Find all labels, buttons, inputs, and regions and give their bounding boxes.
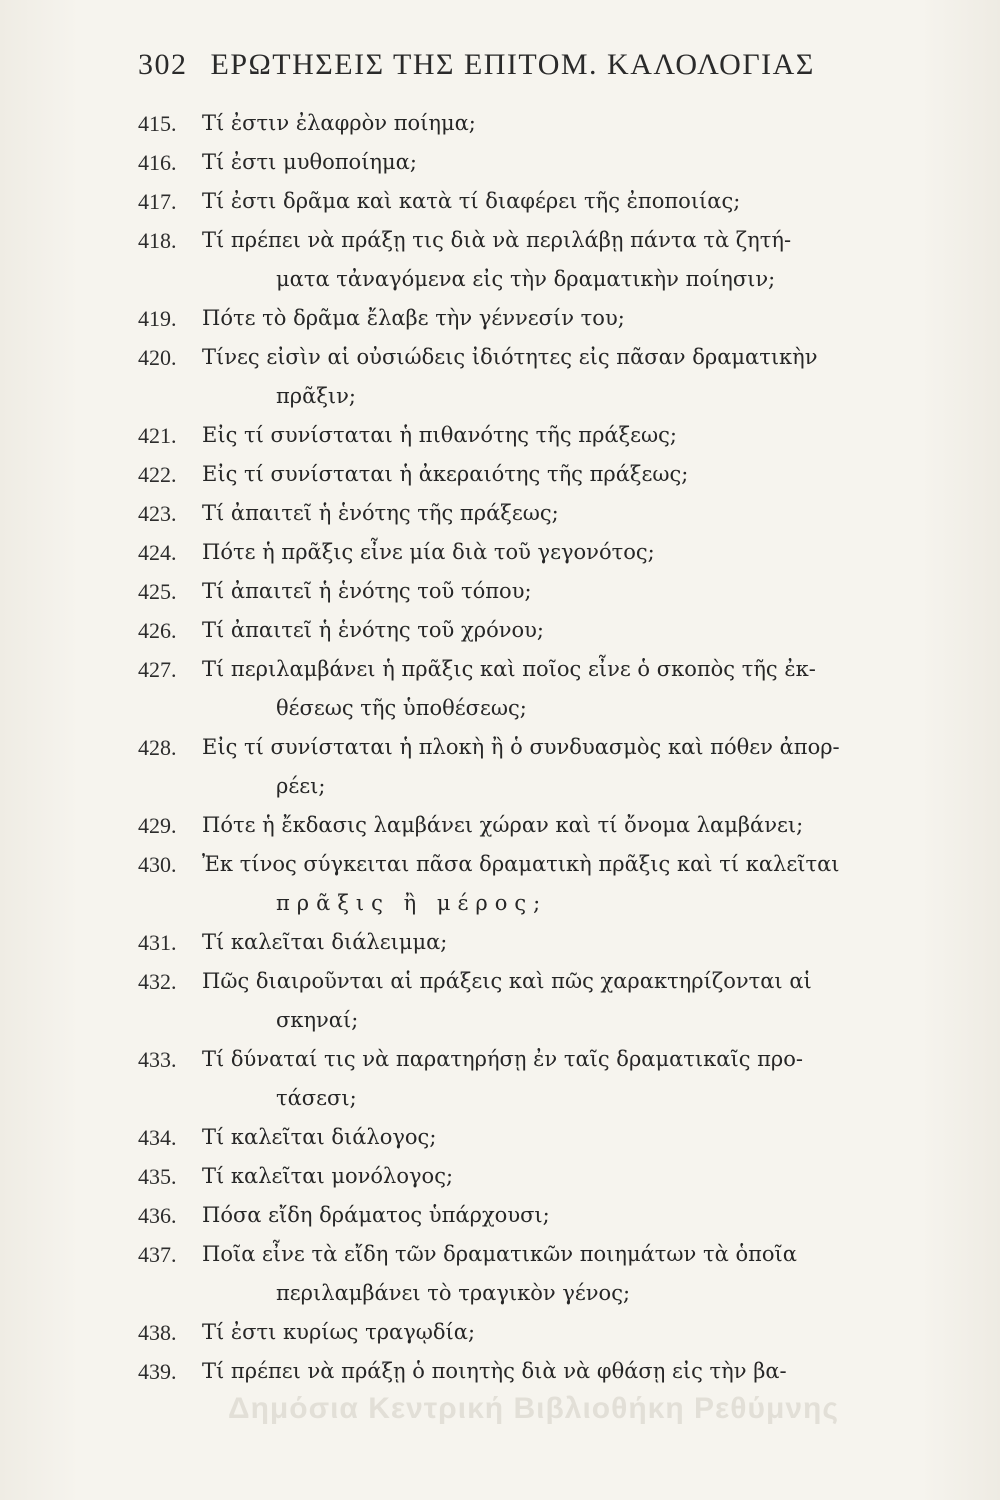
question-continuation: σκηναί; [276, 1008, 359, 1032]
question-text [202, 923, 938, 962]
question-line: Τί ἀπαιτεῖ ἡ ἑνότης τοῦ χρόνου; [202, 618, 544, 642]
question-line: Τί δύναταί τις νὰ παρατηρήσῃ ἐν ταῖς δραματικαῖς προ- [202, 1047, 804, 1071]
question-number: 426. [138, 618, 177, 643]
question-text [202, 1040, 938, 1118]
question-number: 423. [138, 501, 177, 526]
question-line: Τί καλεῖται διάλειμμα; [202, 930, 448, 954]
question-item [138, 416, 938, 455]
library-watermark: Δημόσια Κεντρική Βιβλιοθήκη Ρεθύμνης [228, 1392, 839, 1425]
question-item [138, 962, 938, 1040]
question-text [202, 572, 938, 611]
question-line: Πῶς διαιροῦνται αἱ πράξεις καὶ πῶς χαρακτηρίζονται αἱ [202, 969, 812, 993]
question-line: Ποῖα εἶνε τὰ εἴδη τῶν δραματικῶν ποιημάτων τὰ ὁποῖα [202, 1242, 797, 1266]
question-text [202, 728, 938, 806]
question-text [202, 416, 938, 455]
question-text [202, 1118, 938, 1157]
question-number: 416. [138, 150, 177, 175]
question-line: Εἰς τί συνίσταται ἡ ἀκεραιότης τῆς πράξεως; [202, 462, 689, 486]
question-text [202, 1157, 938, 1196]
question-text [202, 143, 938, 182]
question-number: 419. [138, 306, 177, 331]
question-item [138, 104, 938, 143]
page-number: 302 [138, 48, 188, 81]
question-number: 435. [138, 1164, 177, 1189]
question-line: Τί πρέπει νὰ πράξῃ ὁ ποιητὴς διὰ νὰ φθάσῃ εἰς τὴν βα- [202, 1359, 787, 1383]
question-line: Τί ἐστι δρᾶμα καὶ κατὰ τί διαφέρει τῆς ἐποποιίας; [202, 189, 741, 213]
question-text [202, 494, 938, 533]
question-text [202, 1313, 938, 1352]
question-item [138, 143, 938, 182]
question-number: 424. [138, 540, 177, 565]
question-continuation: πρᾶξις ἢ μέρος; [276, 891, 548, 915]
question-text [202, 1352, 938, 1391]
question-number: 436. [138, 1203, 177, 1228]
question-text [202, 650, 938, 728]
question-line: Εἰς τί συνίσταται ἡ πιθανότης τῆς πράξεως; [202, 423, 678, 447]
question-item [138, 299, 938, 338]
question-number: 430. [138, 852, 177, 877]
question-continuation: τάσεσι; [276, 1086, 357, 1110]
question-item [138, 1313, 938, 1352]
question-number: 425. [138, 579, 177, 604]
question-line: Τί ἐστι μυθοποίημα; [202, 150, 417, 174]
question-line: Τίνες εἰσὶν αἱ οὐσιώδεις ἰδιότητες εἰς πᾶσαν δραματικὴν [202, 345, 818, 369]
question-line: Ἐκ τίνος σύγκειται πᾶσα δραματικὴ πρᾶξις καὶ τί καλεῖται [202, 852, 840, 876]
question-list [138, 104, 938, 1391]
question-continuation: πρᾶξιν; [276, 384, 356, 408]
question-line: Πότε ἡ πρᾶξις εἶνε μία διὰ τοῦ γεγονότος; [202, 540, 655, 564]
question-line: Πόσα εἴδη δράματος ὑπάρχουσι; [202, 1203, 550, 1227]
question-text [202, 806, 938, 845]
question-text [202, 1235, 938, 1313]
running-header [138, 48, 878, 82]
question-line: Τί καλεῖται μονόλογος; [202, 1164, 454, 1188]
question-item [138, 338, 938, 416]
question-number: 417. [138, 189, 177, 214]
page-title: ΕΡΩΤΗΣΕΙΣ ΤΗΣ ΕΠΙΤΟΜ. ΚΑΛΟΛΟΓΙΑΣ [210, 48, 815, 81]
question-text [202, 221, 938, 299]
question-line: Τί καλεῖται διάλογος; [202, 1125, 437, 1149]
question-continuation: ματα τἀναγόμενα εἰς τὴν δραματικὴν ποίησιν; [276, 267, 776, 291]
question-text [202, 338, 938, 416]
question-number: 439. [138, 1359, 177, 1384]
question-continuation: θέσεως τῆς ὑποθέσεως; [276, 696, 527, 720]
question-item [138, 1196, 938, 1235]
question-item [138, 1040, 938, 1118]
question-item [138, 533, 938, 572]
question-text [202, 299, 938, 338]
question-text [202, 182, 938, 221]
question-item [138, 1235, 938, 1313]
question-number: 418. [138, 228, 177, 253]
question-continuation: ρέει; [276, 774, 326, 798]
question-number: 431. [138, 930, 177, 955]
question-text [202, 533, 938, 572]
question-line: Πότε τὸ δρᾶμα ἔλαβε τὴν γέννεσίν του; [202, 306, 625, 330]
question-number: 422. [138, 462, 177, 487]
question-item [138, 221, 938, 299]
question-number: 433. [138, 1047, 177, 1072]
question-number: 421. [138, 423, 177, 448]
question-item [138, 182, 938, 221]
question-text [202, 962, 938, 1040]
question-line: Τί ἐστιν ἐλαφρὸν ποίημα; [202, 111, 476, 135]
question-item [138, 728, 938, 806]
question-number: 415. [138, 111, 177, 136]
question-number: 438. [138, 1320, 177, 1345]
question-number: 428. [138, 735, 177, 760]
question-text [202, 104, 938, 143]
question-item [138, 1352, 938, 1391]
question-item [138, 494, 938, 533]
question-item [138, 572, 938, 611]
question-text [202, 611, 938, 650]
question-line: Τί περιλαμβάνει ἡ πρᾶξις καὶ ποῖος εἶνε ὁ σκοπὸς τῆς ἐκ- [202, 657, 816, 681]
question-item [138, 923, 938, 962]
question-item [138, 650, 938, 728]
question-line: Πότε ἡ ἔκδασις λαμβάνει χώραν καὶ τί ὄνομα λαμβάνει; [202, 813, 804, 837]
question-item [138, 845, 938, 923]
question-number: 429. [138, 813, 177, 838]
question-number: 427. [138, 657, 177, 682]
question-line: Τί ἐστι κυρίως τραγῳδία; [202, 1320, 476, 1344]
question-item [138, 806, 938, 845]
question-number: 432. [138, 969, 177, 994]
question-number: 437. [138, 1242, 177, 1267]
question-text [202, 1196, 938, 1235]
question-number: 420. [138, 345, 177, 370]
question-line: Εἰς τί συνίσταται ἡ πλοκὴ ἢ ὁ συνδυασμὸς καὶ πόθεν ἀπορ- [202, 735, 840, 759]
question-line: Τί ἀπαιτεῖ ἡ ἑνότης τοῦ τόπου; [202, 579, 532, 603]
question-item [138, 611, 938, 650]
question-item [138, 1157, 938, 1196]
question-item [138, 1118, 938, 1157]
question-text [202, 845, 938, 923]
question-line: Τί πρέπει νὰ πράξῃ τις διὰ νὰ περιλάβῃ πάντα τὰ ζητή- [202, 228, 792, 252]
question-number: 434. [138, 1125, 177, 1150]
question-text [202, 455, 938, 494]
question-item [138, 455, 938, 494]
question-continuation: περιλαμβάνει τὸ τραγικὸν γένος; [276, 1281, 631, 1305]
question-line: Τί ἀπαιτεῖ ἡ ἑνότης τῆς πράξεως; [202, 501, 559, 525]
